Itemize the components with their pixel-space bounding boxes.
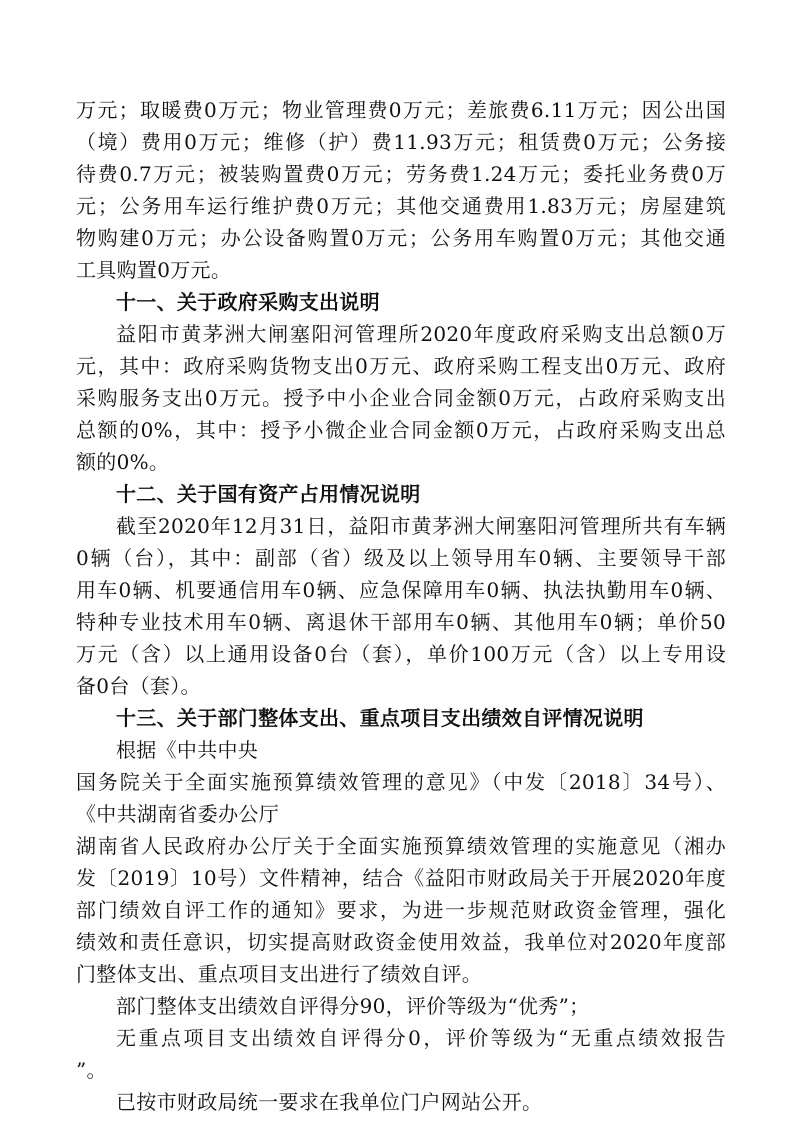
section11-heading: 十一、关于政府采购支出说明 xyxy=(116,290,380,314)
section12-line-1: 截至2020年12月31日，益阳市黄茅洲大闸塞阳河管理所共有车辆 xyxy=(116,514,726,538)
section11-line-3: 采购服务支出0万元。授予中小企业合同金额0万元，占政府采购支出 xyxy=(76,386,726,410)
section13-line-8: 门整体支出、重点项目支出进行了绩效自评。 xyxy=(76,962,482,986)
section13-line-3: 《中共湖南省委办公厅 xyxy=(76,802,279,826)
section13-line-12: 已按市财政局统一要求在我单位门户网站公开。 xyxy=(116,1090,543,1114)
section13-line-2: 国务院关于全面实施预算绩效管理的意见》（中发〔2018〕34号）、 xyxy=(76,770,726,794)
section13-line-7: 绩效和责任意识，切实提高财政资金使用效益，我单位对2020年度部 xyxy=(76,930,726,954)
section12-line-4: 特种专业技术用车0辆、离退休干部用车0辆、其他用车0辆；单价50 xyxy=(76,610,726,634)
section13-line-11: ”。 xyxy=(76,1058,107,1082)
section13-line-4: 湖南省人民政府办公厅关于全面实施预算绩效管理的实施意见（湘办 xyxy=(76,834,726,858)
section12-line-2: 0辆（台），其中：副部（省）级及以上领导用车0辆、主要领导干部 xyxy=(76,546,726,570)
section11-line-2: 元，其中：政府采购货物支出0万元、政府采购工程支出0万元、政府 xyxy=(76,354,726,378)
section13-line-6: 部门绩效自评工作的通知》要求，为进一步规范财政资金管理，强化 xyxy=(76,898,726,922)
section11-line-4: 总额的0%，其中：授予小微企业合同金额0万元，占政府采购支出总 xyxy=(76,418,726,442)
expense-line-4: 元；公务用车运行维护费0万元；其他交通费用1.83万元；房屋建筑 xyxy=(76,194,726,218)
expense-line-1: 万元；取暖费0万元；物业管理费0万元；差旅费6.11万元；因公出国 xyxy=(76,98,726,122)
expense-line-5: 物购建0万元；办公设备购置0万元；公务用车购置0万元；其他交通 xyxy=(76,226,726,250)
section12-line-6: 备0台（套）。 xyxy=(76,674,201,698)
section11-line-1: 益阳市黄茅洲大闸塞阳河管理所2020年度政府采购支出总额0万 xyxy=(116,322,726,346)
section13-line-5: 发〔2019〕10号）文件精神，结合《益阳市财政局关于开展2020年度 xyxy=(76,866,726,890)
section12-line-5: 万元（含）以上通用设备0台（套），单价100万元（含）以上专用设 xyxy=(76,642,726,666)
expense-line-3: 待费0.7万元；被装购置费0万元；劳务费1.24万元；委托业务费0万 xyxy=(76,162,726,186)
expense-line-6: 工具购置0万元。 xyxy=(76,258,232,282)
section13-line-1: 根据《中共中央 xyxy=(116,738,259,762)
section11-line-5: 额的0%。 xyxy=(76,450,170,474)
section13-heading: 十三、关于部门整体支出、重点项目支出绩效自评情况说明 xyxy=(116,706,644,730)
expense-line-2: （境）费用0万元；维修（护）费11.93万元；租赁费0万元；公务接 xyxy=(76,130,726,154)
section12-line-3: 用车0辆、机要通信用车0辆、应急保障用车0辆、执法执勤用车0辆、 xyxy=(76,578,726,602)
section13-line-9: 部门整体支出绩效自评得分90，评价等级为“优秀”； xyxy=(116,994,590,1018)
section12-heading: 十二、关于国有资产占用情况说明 xyxy=(116,482,421,506)
section13-line-10: 无重点项目支出绩效自评得分0，评价等级为“无重点绩效报告 xyxy=(116,1026,726,1050)
